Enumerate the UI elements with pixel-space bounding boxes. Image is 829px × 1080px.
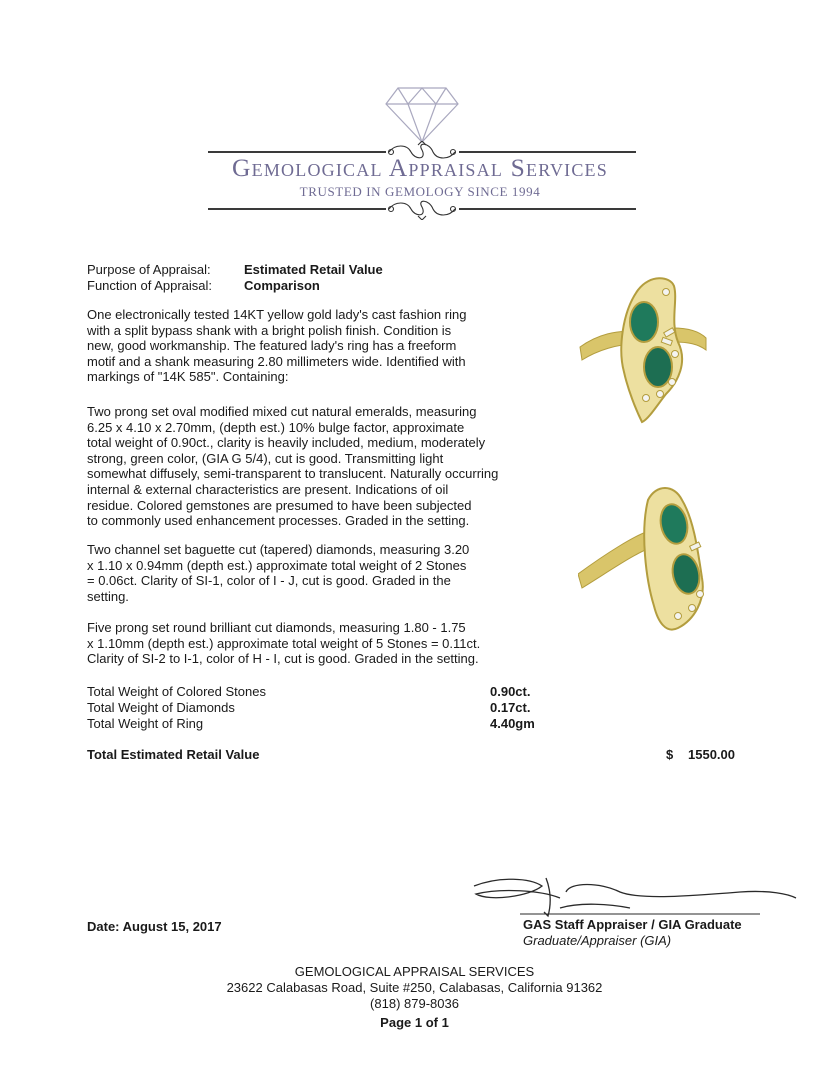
footer-company: GEMOLOGICAL APPRAISAL SERVICES [294,964,535,979]
weight-value-ring: 4.40gm [490,716,535,731]
weight-value-diamonds: 0.17ct. [490,700,531,715]
ring-description-line: markings of "14K 585". Containing: [87,369,289,385]
baguette-diamond-description [87,542,537,604]
ring-description [87,307,537,385]
total-value-amount: 1550.00 [688,747,735,762]
scroll-flourish-icon [385,198,459,220]
header-rule-bottom-right [459,208,636,210]
emerald-description-line: residue. Colored gemstones are presumed to have been subjected [87,497,472,513]
total-value-label: Total Estimated Retail Value [87,747,260,762]
footer-phone: (818) 879-8036 [370,996,459,1011]
ring-description-line: with a split bypass shank with a bright polish finish. Condition is [87,322,452,338]
purpose-label: Purpose of Appraisal: [87,262,211,277]
emerald-description-line: strong, green color, (GIA G 5/4), cut is good. Transmitting light [87,450,444,466]
emerald-description-line: Two prong set oval modified mixed cut natural emeralds, measuring [87,404,477,419]
round-description-line: x 1.10mm (depth est.) approximate total weight of 5 Stones = 0.11ct. [87,635,481,651]
company-tagline: TRUSTED IN GEMOLOGY SINCE 1994 [299,184,541,199]
round-description-line: Clarity of SI-2 to I-1, color of H - I, cut is good. Graded in the setting. [87,651,479,667]
baguette-description-line: x 1.10 x 0.94mm (depth est.) approximate total weight of 2 Stones [87,557,467,573]
header-rule-bottom-left [208,208,386,210]
emerald-ring-side-view [578,482,738,642]
signature-scribble [470,872,800,922]
function-label: Function of Appraisal: [87,278,213,293]
ring-description-line: One electronically tested 14KT yellow gold lady's cast fashion ring [87,307,467,322]
emerald-description-line: somewhat diffusely, semi-transparent to translucent. Naturally occurring [87,466,499,482]
appraiser-title: GAS Staff Appraiser / GIA Graduate [523,917,742,932]
baguette-description-line: Two channel set baguette cut (tapered) diamonds, measuring 3.20 [87,542,470,557]
emerald-description-line: internal & external characteristics are present. Indications of oil [87,481,449,497]
emerald-description-line: total weight of 0.90ct., clarity is heavily included, medium, moderately [87,435,486,451]
baguette-description-line: setting. [87,588,129,604]
weight-label-ring: Total Weight of Ring [87,716,204,731]
weight-value-colored-stones: 0.90ct. [490,684,531,699]
page-number: Page 1 of 1 [380,1015,449,1030]
appraisal-date: Date: August 15, 2017 [87,919,222,934]
appraiser-subtitle: Graduate/Appraiser (GIA) [523,933,672,948]
round-description-line: Five prong set round brilliant cut diamonds, measuring 1.80 - 1.75 [87,620,466,635]
footer-address: 23622 Calabasas Road, Suite #250, Calabasas, California 91362 [226,980,603,995]
emerald-description [87,404,537,529]
emerald-ring-top-view [578,272,738,427]
total-value-currency: $ [666,747,674,762]
weight-label-diamonds: Total Weight of Diamonds [87,700,235,715]
emerald-description-line: to commonly used enhancement processes. Graded in the setting. [87,513,470,529]
emerald-description-line: 6.25 x 4.10 x 2.70mm, (depth est.) 10% bulge factor, approximate [87,419,465,435]
diamond-icon [384,86,460,144]
ring-description-line: motif and a shank measuring 2.80 millimeters wide. Identified with [87,353,466,369]
round-diamond-description [87,620,537,667]
function-value: Comparison [244,278,320,293]
weight-label-colored-stones: Total Weight of Colored Stones [87,684,266,699]
ring-description-line: new, good workmanship. The featured lady's ring has a freeform [87,338,457,354]
company-name: Gemological Appraisal Services [232,153,608,182]
purpose-value: Estimated Retail Value [244,262,383,277]
baguette-description-line: = 0.06ct. Clarity of SI-1, color of I - J, cut is good. Graded in the [87,573,451,589]
